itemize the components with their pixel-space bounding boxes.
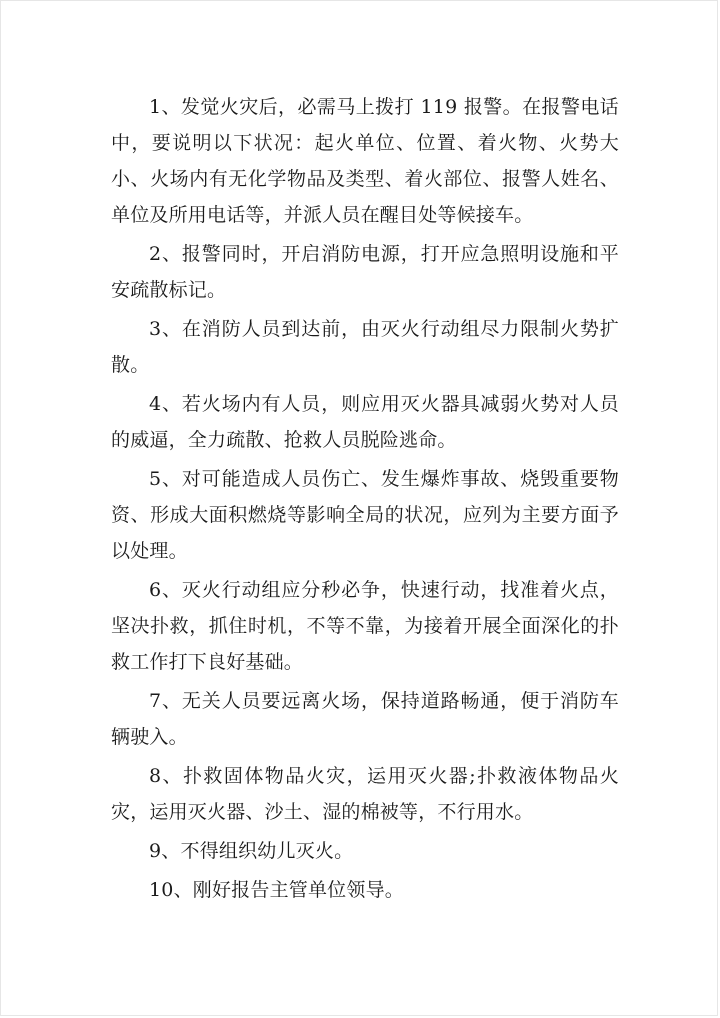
paragraph-7: 7、无关人员要远离火场，保持道路畅通，便于消防车辆驶入。 bbox=[111, 690, 619, 748]
paragraph-1: 1、发觉火灾后，必需马上拨打 119 报警。在报警电话中，要说明以下状况：起火单位、位置、着火物、火势大小、火场内有无化学物品及类型、着火部位、报警人姓名、单位及所用电话等，并派人员在醒目处等候接车。 bbox=[111, 96, 619, 226]
paragraph-8: 8、扑救固体物品火灾，运用灭火器;扑救液体物品火灾，运用灭火器、沙土、湿的棉被等，不行用水。 bbox=[111, 765, 619, 823]
paragraph-10: 10、刚好报告主管单位领导。 bbox=[149, 879, 404, 901]
paragraph-6: 6、灭火行动组应分秒必争，快速行动，找准着火点，坚决扑救，抓住时机，不等不靠，为接着开展全面深化的扑救工作打下良好基础。 bbox=[111, 579, 619, 673]
document-body bbox=[111, 89, 619, 908]
paragraph-9: 9、不得组织幼儿灭火。 bbox=[149, 840, 354, 862]
paragraph-4: 4、若火场内有人员，则应用灭火器具减弱火势对人员的威逼，全力疏散、抢救人员脱险逃命。 bbox=[111, 393, 619, 451]
paragraph-3: 3、在消防人员到达前，由灭火行动组尽力限制火势扩散。 bbox=[111, 318, 619, 376]
paragraph-5: 5、对可能造成人员伤亡、发生爆炸事故、烧毁重要物资、形成大面积燃烧等影响全局的状况，应列为主要方面予以处理。 bbox=[111, 468, 619, 562]
paragraph-2: 2、报警同时，开启消防电源，打开应急照明设施和平安疏散标记。 bbox=[111, 243, 619, 301]
